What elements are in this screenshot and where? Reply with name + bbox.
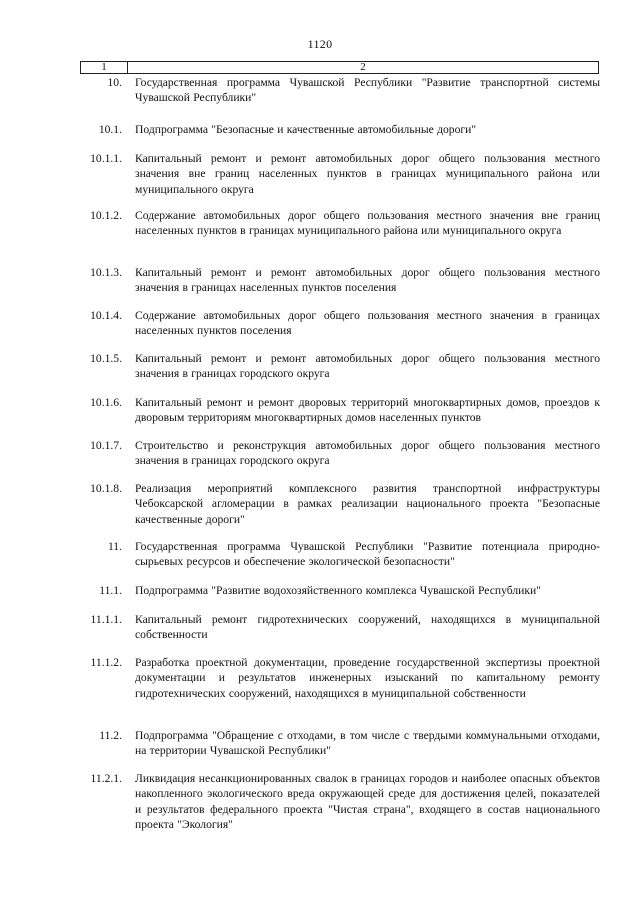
row-text: Подпрограмма "Развитие водохозяйственного комплекса Чувашской Республики" [135, 584, 541, 597]
column-header-1: 1 [81, 62, 128, 73]
row-text: Капитальный ремонт и ремонт дворовых территорий многоквартирных домов, проездов к дворовым территориям многоквартирных домов населенных пунктов [135, 396, 600, 425]
row-number: 10. [107, 76, 122, 89]
page-number: 1120 [307, 37, 333, 51]
row-number: 11.2.1. [90, 772, 122, 785]
row-number: 10.1.4. [90, 309, 122, 322]
row-text: Разработка проектной документации, проведение государственной экспертизы проектной документации и результатов инженерных изысканий по капитальному ремонту гидротехнических сооружений, находящихся в муниципальной собственности [135, 656, 600, 700]
row-number: 11.2. [99, 729, 122, 742]
column-header-2: 2 [360, 61, 366, 73]
row-text: Реализация мероприятий комплексного развития транспортной инфраструктуры Чебоксарской агломерации в рамках реализации национального проекта "Безопасные качественные дороги" [135, 482, 600, 526]
row-number: 10.1.8. [90, 482, 122, 495]
row-number: 10.1.2. [90, 209, 122, 222]
row-number: 11.1.2. [90, 656, 122, 669]
row-number: 10.1.1. [90, 152, 122, 165]
row-text: Подпрограмма "Обращение с отходами, в том числе с твердыми коммунальными отходами, на территории Чувашской Республики" [135, 729, 600, 758]
row-text: Государственная программа Чувашской Республики "Развитие потенциала природно-сырьевых ресурсов и обеспечение экологической безопасности" [135, 540, 600, 569]
row-number: 11. [107, 540, 122, 553]
row-number: 10.1. [98, 123, 122, 136]
table-column-header [80, 61, 599, 74]
row-number: 10.1.3. [90, 266, 122, 279]
row-number: 11.1.1. [90, 613, 122, 626]
row-text: Капитальный ремонт гидротехнических сооружений, находящихся в муниципальной собственности [135, 613, 600, 642]
row-text: Капитальный ремонт и ремонт автомобильных дорог общего пользования местного значения в границах городского округа [135, 352, 600, 381]
row-text: Строительство и реконструкция автомобильных дорог общего пользования местного значения в границах городского округа [135, 439, 600, 468]
row-text: Содержание автомобильных дорог общего пользования местного значения вне границ населенных пунктов в границах муниципального района или муниципального округа [135, 209, 600, 238]
row-number: 10.1.7. [90, 439, 122, 452]
row-text: Государственная программа Чувашской Республики "Развитие транспортной системы Чувашской Республики" [135, 76, 600, 105]
row-text: Содержание автомобильных дорог общего пользования местного значения в границах населенных пунктов поселения [135, 309, 600, 338]
row-number: 10.1.6. [90, 396, 122, 409]
row-text: Ликвидация несанкционированных свалок в границах городов и наиболее опасных объектов накопленного экологического вреда окружающей среде для достижения целей, показателей и результатов федерального проекта "Чистая страна", входящего в состав национального проекта "Экология" [135, 772, 600, 832]
row-text: Подпрограмма "Безопасные и качественные автомобильные дороги" [135, 123, 477, 136]
row-text: Капитальный ремонт и ремонт автомобильных дорог общего пользования местного значения в границах населенных пунктов поселения [135, 266, 600, 295]
row-text: Капитальный ремонт и ремонт автомобильных дорог общего пользования местного значения вне границ населенных пунктов в границах муниципального района или муниципального округа [135, 152, 600, 196]
row-number: 10.1.5. [90, 352, 122, 365]
row-number: 11.1. [99, 584, 122, 597]
